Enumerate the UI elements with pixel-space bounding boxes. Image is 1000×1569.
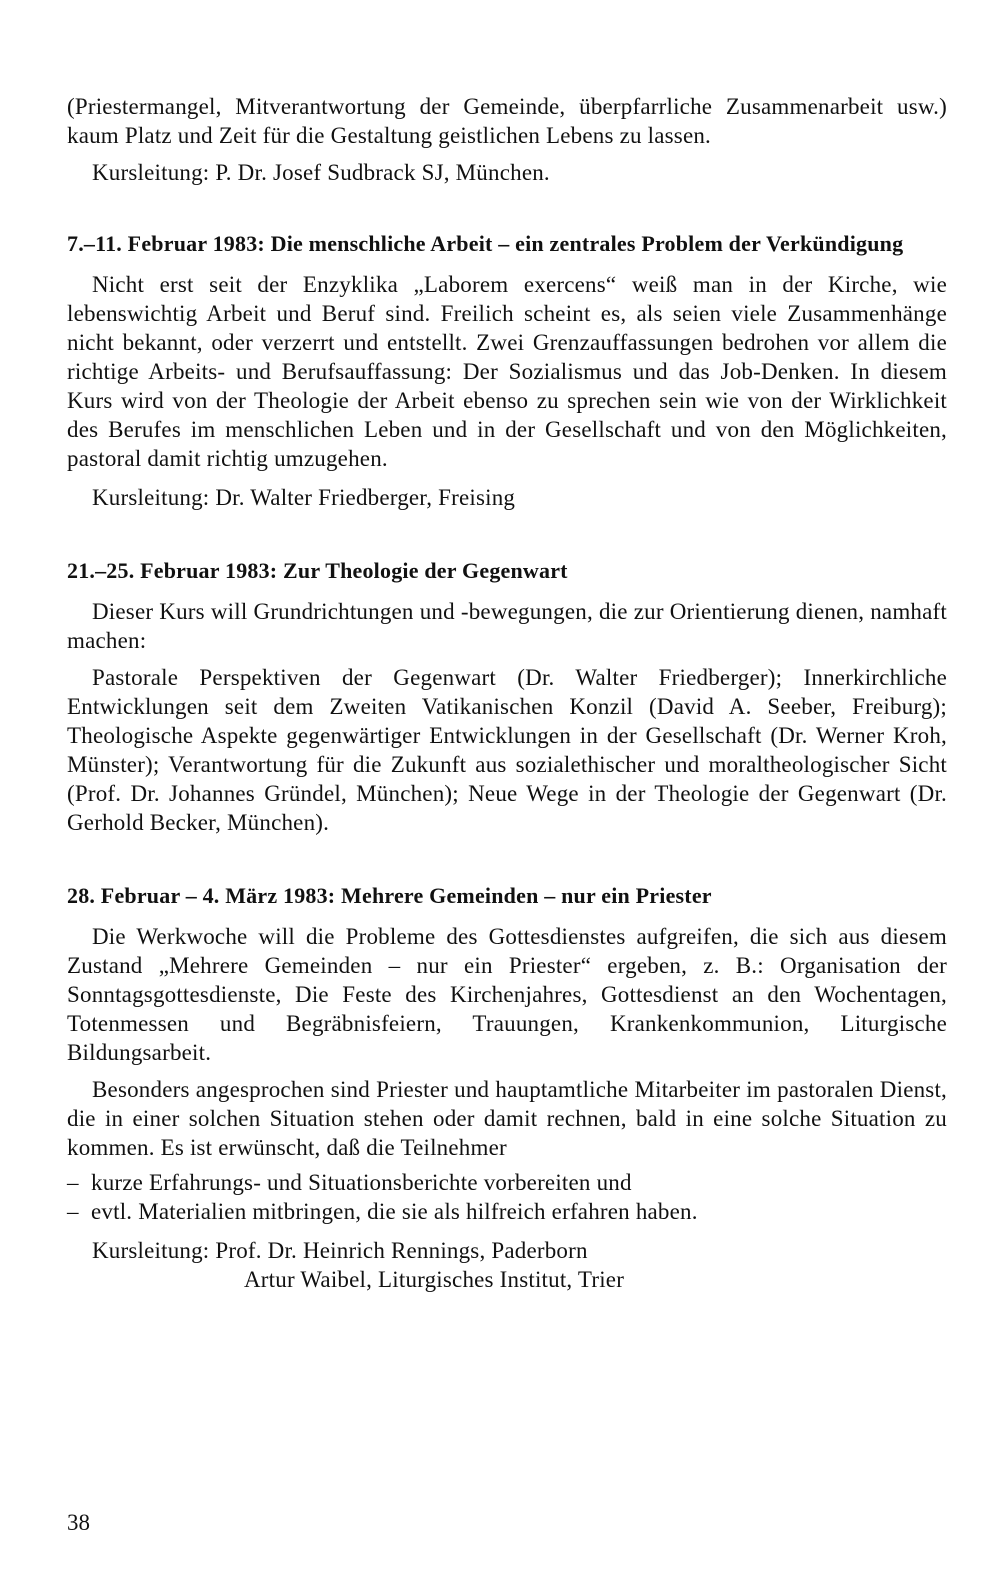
list-dash: –	[67, 1170, 79, 1195]
course-section-3	[67, 881, 947, 1294]
list-item-text: kurze Erfahrungs- und Situationsberichte vorbereiten und	[91, 1170, 632, 1195]
course-heading-2: 21.–25. Februar 1983: Zur Theologie der Gegenwart	[67, 558, 568, 583]
course-3-paragraph-1: Die Werkwoche will die Probleme des Gottesdienstes aufgreifen, die sich aus diesem Zustand „Mehrere Gemeinden – nur ein Priester“ ergeben, z. B.: Organisation der Sonntagsgottesdienste, Die Feste des Kirchenjahres, Gottesdienst an den Wochentagen, Totenmessen und Begräbnisfeiern, Trauungen, Krankenkommunion, Liturgische Bildungsarbeit.	[67, 924, 947, 1065]
intro-course-leader: Kursleitung: P. Dr. Josef Sudbrack SJ, München.	[92, 160, 550, 185]
course-1-leader: Kursleitung: Dr. Walter Friedberger, Freising	[92, 485, 516, 510]
course-3-leader-second: Artur Waibel, Liturgisches Institut, Trier	[244, 1267, 625, 1292]
course-section-1	[67, 229, 947, 512]
list-item	[67, 1168, 947, 1197]
course-section-2	[67, 556, 947, 837]
course-3-paragraph-2: Besonders angesprochen sind Priester und hauptamtliche Mitarbeiter im pastoralen Dienst, die in einer solchen Situation stehen oder damit rechnen, bald in eine solche Situation zu kommen. Es ist erwünscht, daß die Teilnehmer	[67, 1077, 947, 1160]
list-item-text: evtl. Materialien mitbringen, die sie als hilfreich erfahren haben.	[91, 1199, 698, 1224]
course-3-leader: Kursleitung: Prof. Dr. Heinrich Rennings, Paderborn	[92, 1238, 588, 1263]
course-2-paragraph-2: Pastorale Perspektiven der Gegenwart (Dr. Walter Friedberger); Innerkirchliche Entwicklungen seit dem Zweiten Vatikanischen Konzil (David A. Seeber, Freiburg); Theologische Aspekte gegenwärtiger Entwicklungen in der Gesellschaft (Dr. Werner Kroh, Münster); Verantwortung für die Zukunft aus sozialethischer und moraltheologischer Sicht (Prof. Dr. Johannes Gründel, München); Neue Wege in der Theologie der Gegenwart (Dr. Gerhold Becker, München).	[67, 665, 947, 835]
page-body	[67, 92, 947, 1294]
list-item	[67, 1197, 947, 1226]
course-1-paragraph-1: Nicht erst seit der Enzyklika „Laborem exercens“ weiß man in der Kirche, wie lebenswichtig Arbeit und Beruf sind. Freilich scheint es, als seien viele Zusammenhänge nicht bekannt, oder verzerrt und entstellt. Zwei Grenzauffassungen bedrohen vor allem die richtige Arbeits- und Berufsauffassung: Der Sozialismus und das Job-Denken. In diesem Kurs wird von der Theologie der Arbeit ebenso zu sprechen sein wie von der Wirklichkeit des Berufes im menschlichen Leben und in der Gesellschaft und von den Möglichkeiten, pastoral damit richtig umzugehen.	[67, 272, 947, 471]
course-heading-1: 7.–11. Februar 1983: Die menschliche Arbeit – ein zentrales Problem der Verkündigung	[67, 231, 904, 256]
page-number: 38	[67, 1510, 90, 1535]
course-2-paragraph-1: Dieser Kurs will Grundrichtungen und -bewegungen, die zur Orientierung dienen, namhaft machen:	[67, 599, 947, 653]
intro-paragraph: (Priestermangel, Mitverantwortung der Gemeinde, überpfarrliche Zusammenarbeit usw.) kaum Platz und Zeit für die Gestaltung geistlichen Lebens zu lassen.	[67, 94, 947, 148]
course-heading-3: 28. Februar – 4. März 1983: Mehrere Gemeinden – nur ein Priester	[67, 883, 712, 908]
list-dash: –	[67, 1199, 79, 1224]
participant-task-list	[67, 1168, 947, 1226]
